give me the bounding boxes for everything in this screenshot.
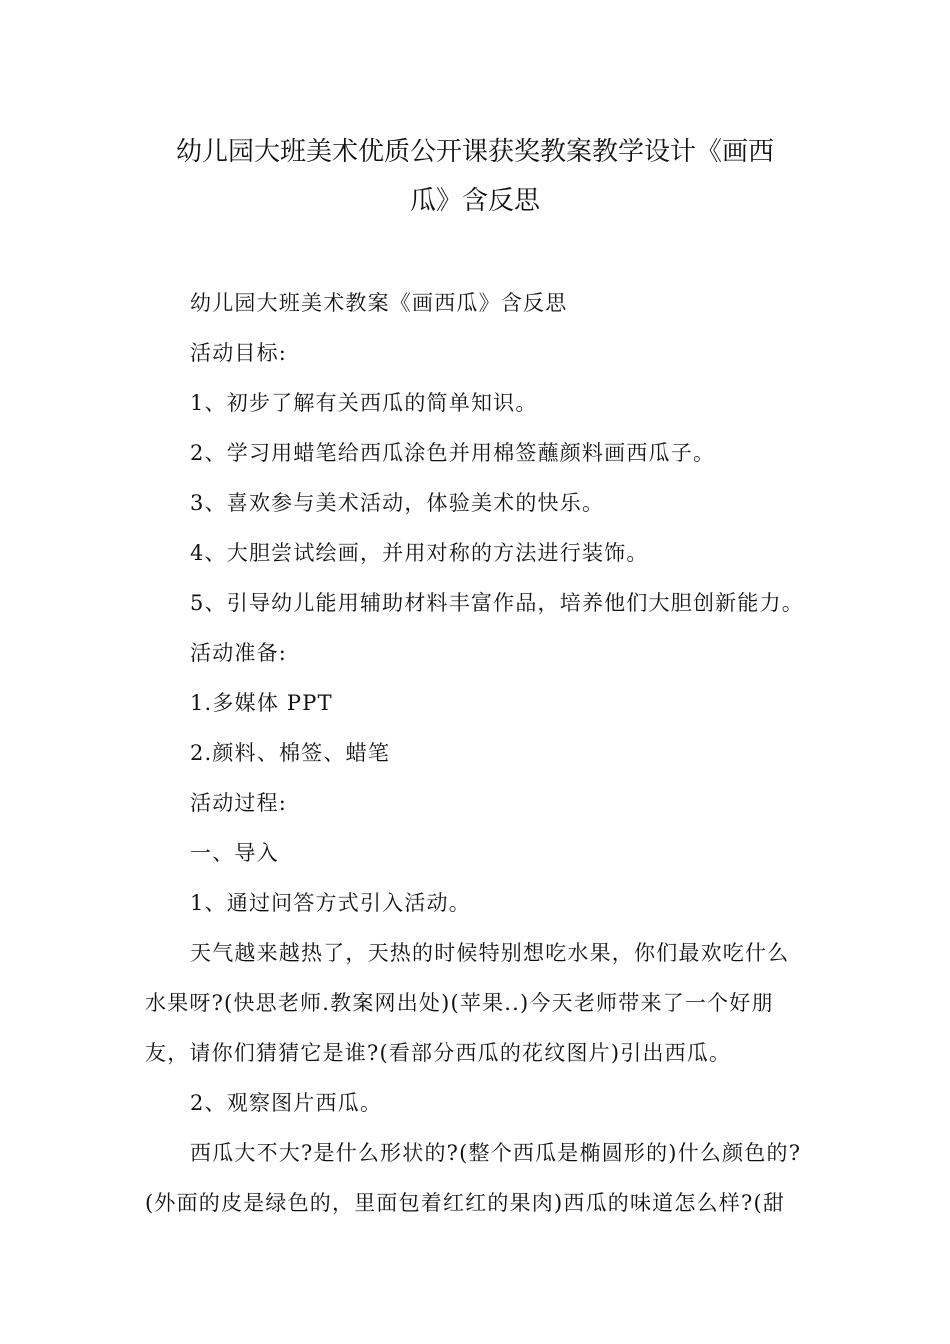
process-heading: 一、导入 bbox=[190, 841, 279, 865]
document-body bbox=[145, 278, 810, 1228]
title-line-2: 瓜》含反思 bbox=[409, 186, 540, 216]
paragraph-line: (外面的皮是绿色的，里面包着红红的果肉)西瓜的味道怎么样?(甜 bbox=[145, 1191, 786, 1215]
process-step: 2、观察图片西瓜。 bbox=[190, 1091, 383, 1115]
preparation-item: 2.颜料、棉签、蜡笔 bbox=[190, 741, 391, 765]
section-heading-preparation: 活动准备: bbox=[190, 641, 288, 665]
preparation-item: 1.多媒体 PPT bbox=[190, 691, 333, 715]
paragraph-line: 水果呀?(快思老师.教案网出处)(苹果..)今天老师带来了一个好朋 bbox=[145, 991, 774, 1015]
goal-item: 4、大胆尝试绘画，并用对称的方法进行装饰。 bbox=[190, 541, 649, 565]
subtitle: 幼儿园大班美术教案《画西瓜》含反思 bbox=[190, 291, 568, 315]
goal-item: 1、初步了解有关西瓜的简单知识。 bbox=[190, 391, 538, 415]
goal-item: 3、喜欢参与美术活动，体验美术的快乐。 bbox=[190, 491, 605, 515]
document-title bbox=[140, 128, 810, 226]
section-heading-goals: 活动目标: bbox=[190, 341, 288, 365]
goal-item: 5、引导幼儿能用辅助材料丰富作品，培养他们大胆创新能力。 bbox=[190, 591, 804, 615]
goal-item: 2、学习用蜡笔给西瓜涂色并用棉签蘸颜料画西瓜子。 bbox=[190, 441, 716, 465]
paragraph-line: 天气越来越热了，天热的时候特别想吃水果，你们最欢吃什么 bbox=[190, 941, 790, 965]
title-line-1: 幼儿园大班美术优质公开课获奖教案教学设计《画西 bbox=[175, 137, 774, 167]
paragraph-line: 友，请你们猜猜它是谁?(看部分西瓜的花纹图片)引出西瓜。 bbox=[145, 1041, 732, 1065]
process-step: 1、通过问答方式引入活动。 bbox=[190, 891, 471, 915]
paragraph-line: 西瓜大不大?是什么形状的?(整个西瓜是椭圆形的)什么颜色的? bbox=[190, 1141, 802, 1165]
section-heading-process: 活动过程: bbox=[190, 791, 288, 815]
